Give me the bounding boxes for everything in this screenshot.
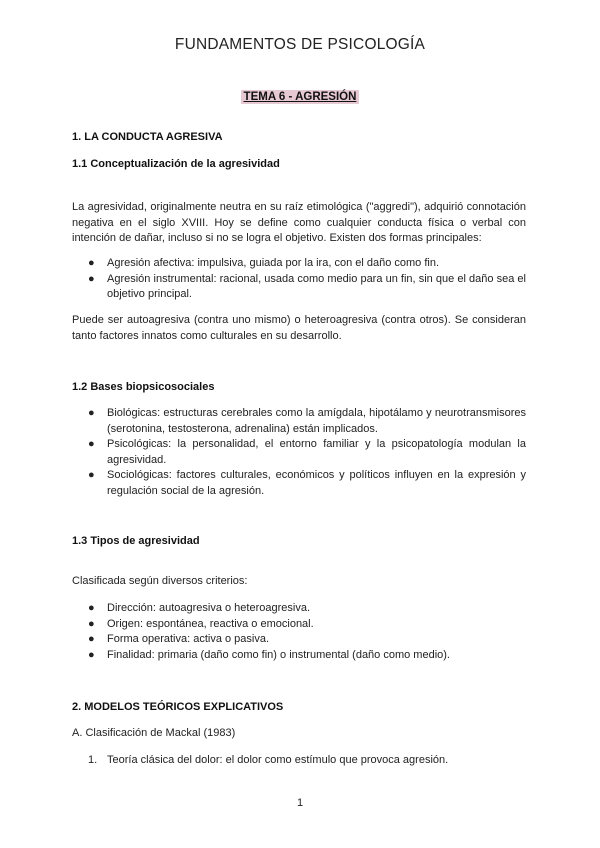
tema-title-wrap	[0, 87, 600, 105]
list-item: ● Psicológicas: la personalidad, el entorno familiar y la psicopatología modulan la agresividad.	[88, 438, 526, 466]
tema-title: TEMA 6 - AGRESIÓN	[241, 90, 360, 104]
section-1-2-bullet-list	[72, 406, 526, 499]
list-item: ● Forma operativa: activa o pasiva.	[72, 632, 526, 648]
bullet-icon: ●	[88, 648, 95, 661]
bullet-icon: ●	[88, 617, 95, 630]
section-1-3-heading: 1.3 Tipos de agresividad	[72, 535, 200, 547]
list-item: ● Biológicas: estructuras cerebrales como la amígdala, hipotálamo y neurotransmisores (serotonina, testosterona, adrenalina) están implicados.	[88, 407, 526, 435]
section-1-2-heading: 1.2 Bases biopsicosociales	[72, 381, 215, 393]
bullet-icon: ●	[88, 633, 95, 645]
list-item: ● Finalidad: primaria (daño como fin) o instrumental (daño como medio).	[72, 648, 526, 664]
list-item: ● Dirección: autoagresiva o heteroagresiva.	[72, 601, 526, 617]
list-item: ● Agresión afectiva: impulsiva, guiada por la ira, con el daño como fin.	[72, 256, 526, 272]
section-1-1-heading: 1.1 Conceptualización de la agresividad	[72, 158, 280, 170]
section-1-1-bullet-list	[72, 256, 526, 303]
page-number: 1	[296, 797, 304, 809]
list-item: ● Agresión instrumental: racional, usada como medio para un fin, sin que el daño sea el objetivo principal.	[88, 272, 526, 300]
bullet-icon: ●	[88, 602, 95, 614]
section-1-1-paragraph-2: Puede ser autoagresiva (contra uno mismo) o heteroagresiva (contra otros). Se consideran tanto factores innatos como culturales en su desarrollo.	[72, 314, 526, 342]
section-1-3-intro: Clasificada según diversos criterios:	[72, 575, 248, 587]
document-title: FUNDAMENTOS DE PSICOLOGÍA	[174, 36, 426, 53]
list-item: ● Sociológicas: factores culturales, económicos y políticos influyen en la expresión y regulación social de la agresión.	[88, 469, 526, 497]
bullet-icon: ●	[88, 438, 95, 450]
section-1-heading: 1. LA CONDUCTA AGRESIVA	[72, 131, 223, 143]
bullet-icon: ●	[88, 257, 95, 269]
bullet-icon: ●	[88, 272, 95, 285]
list-item: ● Origen: espontánea, reactiva o emocional.	[72, 617, 526, 633]
list-item: 1. Teoría clásica del dolor: el dolor como estímulo que provoca agresión.	[72, 753, 526, 769]
bullet-icon: ●	[88, 407, 95, 419]
section-1-1-paragraph-1: La agresividad, originalmente neutra en su raíz etimológica ("aggredi"), adquirió connotación negativa en el siglo XVIII. Hoy se define como cualquier conducta física o verbal con intención de dañar, incluso si no se logra el objetivo. Existen dos formas principales:	[72, 201, 526, 244]
list-number: 1.	[88, 754, 98, 766]
bullet-icon: ●	[88, 469, 95, 481]
section-2-numbered-list	[72, 753, 526, 769]
section-1-3-bullet-list	[72, 601, 526, 663]
section-2-subsection-a: A. Clasificación de Mackal (1983)	[72, 727, 236, 739]
section-2-heading: 2. MODELOS TEÓRICOS EXPLICATIVOS	[72, 701, 284, 713]
